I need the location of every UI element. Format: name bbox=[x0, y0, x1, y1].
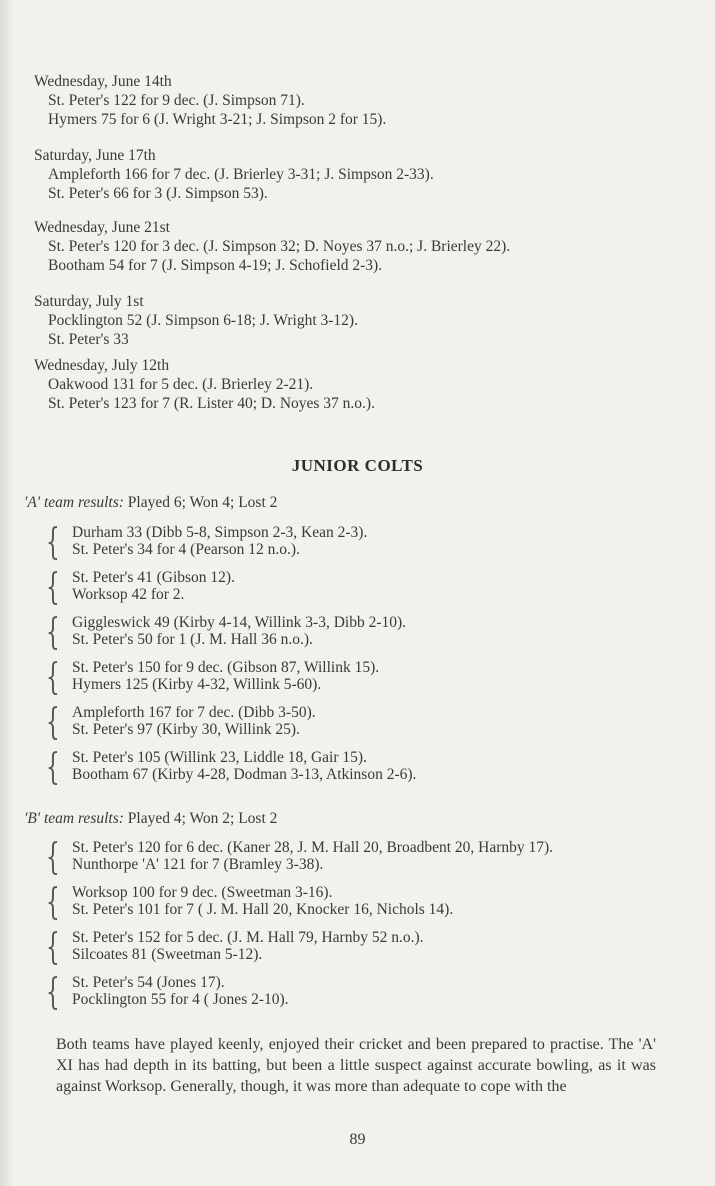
result-block bbox=[34, 356, 375, 413]
score-line: St. Peter's 41 (Gibson 12). bbox=[72, 569, 235, 586]
score-line: Worksop 42 for 2. bbox=[72, 586, 185, 603]
brace-glyph: { bbox=[46, 882, 60, 923]
score-line: St. Peter's 34 for 4 (Pearson 12 n.o.). bbox=[72, 541, 300, 558]
score-line: Giggleswick 49 (Kirby 4-14, Willink 3-3, Dibb 2-10). bbox=[72, 614, 407, 631]
score-line: Silcoates 81 (Sweetman 5-12). bbox=[72, 946, 263, 963]
brace-glyph: { bbox=[46, 927, 60, 968]
score-line: St. Peter's 122 for 9 dec. (J. Simpson 71). bbox=[48, 92, 305, 109]
a-team-heading bbox=[24, 494, 277, 512]
match-date: Wednesday, June 14th bbox=[34, 73, 172, 90]
section-title: JUNIOR COLTS bbox=[291, 456, 424, 475]
score-line: Pocklington 55 for 4 ( Jones 2-10). bbox=[72, 991, 289, 1008]
score-line: Durham 33 (Dibb 5-8, Simpson 2-3, Kean 2-3). bbox=[72, 524, 368, 541]
brace-glyph: { bbox=[46, 657, 60, 698]
match-date: Wednesday, June 21st bbox=[34, 219, 170, 236]
score-line: St. Peter's 50 for 1 (J. M. Hall 36 n.o.). bbox=[72, 631, 313, 648]
score-line: Ampleforth 166 for 7 dec. (J. Brierley 3-31; J. Simpson 2-33). bbox=[48, 166, 434, 183]
score-line: St. Peter's 66 for 3 (J. Simpson 53). bbox=[48, 185, 268, 202]
score-line: St. Peter's 105 (Willink 23, Liddle 18, Gair 15). bbox=[72, 749, 367, 766]
brace-glyph: { bbox=[46, 747, 60, 788]
match-pair bbox=[46, 747, 417, 788]
match-pair bbox=[46, 657, 380, 698]
a-team-summary: Played 6; Won 4; Lost 2 bbox=[123, 494, 278, 511]
result-block bbox=[34, 218, 510, 275]
page-number: 89 bbox=[349, 1131, 366, 1148]
b-team-summary: Played 4; Won 2; Lost 2 bbox=[123, 810, 278, 827]
score-line: St. Peter's 54 (Jones 17). bbox=[72, 974, 225, 991]
score-line: St. Peter's 152 for 5 dec. (J. M. Hall 79, Harnby 52 n.o.). bbox=[72, 929, 424, 946]
a-team-label: 'A' team results: bbox=[24, 494, 124, 511]
match-pair bbox=[46, 612, 407, 653]
brace-glyph: { bbox=[46, 612, 60, 653]
brace-glyph: { bbox=[46, 837, 60, 878]
score-line: St. Peter's 150 for 9 dec. (Gibson 87, Willink 15). bbox=[72, 659, 380, 676]
closing-paragraph: Both teams have played keenly, enjoyed their cricket and been prepared to practise. The 'A' XI has had depth in its batting, but been a little suspect against accurate bowling, as it was against Worksop. Generally, though, it was more than adequate to cope with the bbox=[56, 1036, 656, 1095]
score-line: St. Peter's 97 (Kirby 30, Willink 25). bbox=[72, 721, 300, 738]
score-line: Bootham 67 (Kirby 4-28, Dodman 3-13, Atkinson 2-6). bbox=[72, 766, 417, 783]
b-team-heading bbox=[24, 810, 277, 828]
score-line: Hymers 125 (Kirby 4-32, Willink 5-60). bbox=[72, 676, 322, 693]
score-line: Bootham 54 for 7 (J. Simpson 4-19; J. Schofield 2-3). bbox=[48, 257, 383, 274]
score-line: St. Peter's 120 for 3 dec. (J. Simpson 32; D. Noyes 37 n.o.; J. Brierley 22). bbox=[48, 238, 511, 255]
score-line: St. Peter's 123 for 7 (R. Lister 40; D. Noyes 37 n.o.). bbox=[48, 395, 375, 412]
brace-glyph: { bbox=[46, 702, 60, 743]
match-date: Saturday, June 17th bbox=[34, 147, 156, 164]
match-date: Saturday, July 1st bbox=[34, 293, 144, 310]
result-block bbox=[34, 72, 386, 129]
score-line: Worksop 100 for 9 dec. (Sweetman 3-16). bbox=[72, 884, 333, 901]
match-pair bbox=[46, 837, 554, 878]
result-block bbox=[34, 146, 434, 203]
brace-glyph: { bbox=[46, 972, 60, 1013]
brace-glyph: { bbox=[46, 522, 60, 563]
match-date: Wednesday, July 12th bbox=[34, 357, 170, 374]
score-line: Ampleforth 167 for 7 dec. (Dibb 3-50). bbox=[72, 704, 316, 721]
score-line: Oakwood 131 for 5 dec. (J. Brierley 2-21). bbox=[48, 376, 314, 393]
score-line: Hymers 75 for 6 (J. Wright 3-21; J. Simpson 2 for 15). bbox=[48, 111, 387, 128]
score-line: Pocklington 52 (J. Simpson 6-18; J. Wright 3-12). bbox=[48, 312, 358, 329]
score-line: St. Peter's 33 bbox=[48, 331, 129, 348]
score-line: St. Peter's 101 for 7 ( J. M. Hall 20, Knocker 16, Nichols 14). bbox=[72, 901, 454, 918]
result-block bbox=[34, 292, 358, 349]
b-team-label: 'B' team results: bbox=[24, 810, 124, 827]
match-pair bbox=[46, 567, 235, 608]
match-pair bbox=[46, 927, 424, 968]
match-pair bbox=[46, 972, 289, 1013]
match-pair bbox=[46, 882, 454, 923]
score-line: Nunthorpe 'A' 121 for 7 (Bramley 3-38). bbox=[72, 856, 324, 873]
score-line: St. Peter's 120 for 6 dec. (Kaner 28, J. M. Hall 20, Broadbent 20, Harnby 17). bbox=[72, 839, 554, 856]
brace-glyph: { bbox=[46, 567, 60, 608]
match-pair bbox=[46, 702, 316, 743]
match-pair bbox=[46, 522, 368, 563]
